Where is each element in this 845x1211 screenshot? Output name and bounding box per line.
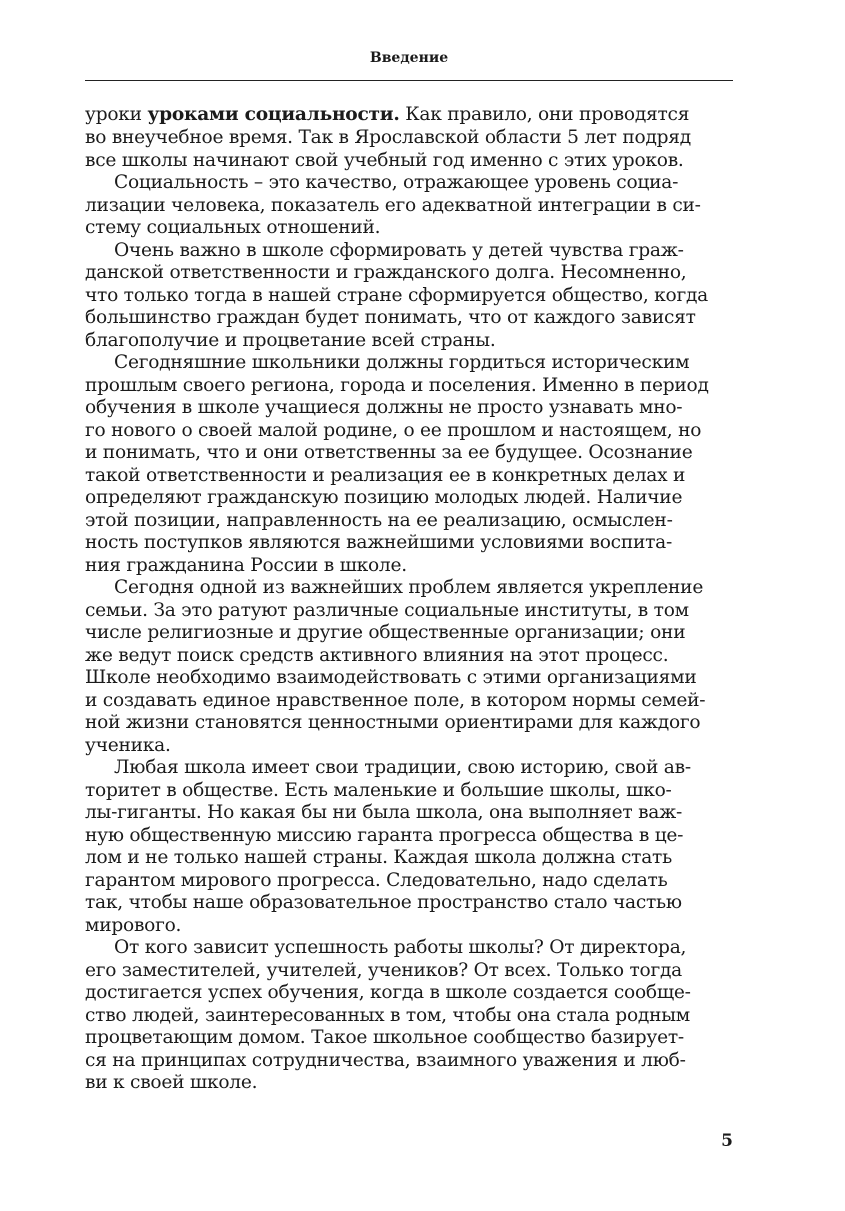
text-line: такой ответственности и реализация ее в конкретных делах и [85, 465, 686, 486]
text-line: гарантом мирового прогресса. Следовательно, надо сделать [85, 870, 668, 891]
text-line: лы-гиганты. Но какая бы ни была школа, она выполняет важ- [85, 802, 683, 823]
text-line: числе религиозные и другие общественные организации; они [85, 622, 686, 643]
text-line: ную общественную миссию гаранта прогресса общества в це- [85, 825, 684, 846]
text-line: достигается успех обучения, когда в школе создается сообще- [85, 982, 691, 1003]
text-line: уроки уроками социальности. Как правило, они проводятся [85, 104, 690, 125]
running-header: Введение [369, 50, 449, 66]
text-line: лом и не только нашей страны. Каждая школа должна стать [85, 847, 672, 868]
text-line: ся на принципах сотрудничества, взаимного уважения и люб- [85, 1050, 686, 1071]
text-line: Школе необходимо взаимодействовать с этими организациями [85, 667, 697, 688]
text-line: торитет в обществе. Есть маленькие и большие школы, шко- [85, 780, 672, 801]
text-line: Сегодняшние школьники должны гордиться историческим [114, 352, 690, 373]
text-line: Сегодня одной из важнейших проблем является укрепление [114, 577, 704, 598]
text-line: стему социальных отношений. [85, 217, 381, 238]
text-line: и понимать, что и они ответственны за ее будущее. Осознание [85, 442, 693, 463]
text-line: обучения в школе учащиеся должны не просто узнавать мно- [85, 397, 683, 418]
text-line: благополучие и процветание всей страны. [85, 330, 496, 351]
text-line: ность поступков являются важнейшими условиями воспита- [85, 532, 673, 553]
text-line: ство людей, заинтересованных в том, чтобы она стала родным [85, 1005, 690, 1026]
text-line: ученика. [85, 735, 171, 756]
text-line: процветающим домом. Такое школьное сообщество базирует- [85, 1027, 684, 1048]
text-line: что только тогда в нашей стране сформируется общество, когда [85, 285, 708, 306]
text-line: прошлым своего региона, города и поселения. Именно в период [85, 375, 709, 396]
text-line: так, чтобы наше образовательное пространство стало частью [85, 892, 682, 913]
text-line: же ведут поиск средств активного влияния на этот процесс. [85, 645, 669, 666]
text-line: го нового о своей малой родине, о ее прошлом и настоящем, но [85, 420, 702, 441]
text-line: большинство граждан будет понимать, что от каждого зависят [85, 307, 696, 328]
text-line: ви к своей школе. [85, 1072, 258, 1093]
text-line: ной жизни становятся ценностными ориентирами для каждого [85, 712, 701, 733]
text-line: семьи. За это ратуют различные социальные институты, в том [85, 600, 689, 621]
text-line: этой позиции, направленность на ее реализацию, осмыслен- [85, 510, 673, 531]
text-line: лизации человека, показатель его адекватной интеграции в си- [85, 195, 701, 216]
header-rule [85, 80, 733, 81]
text-line: определяют гражданскую позицию молодых людей. Наличие [85, 487, 683, 508]
text-line: все школы начинают свой учебный год именно с этих уроков. [85, 150, 684, 171]
text-line: ния гражданина России в школе. [85, 555, 407, 576]
page-number: 5 [721, 1131, 733, 1151]
text-line: Любая школа имеет свои традиции, свою историю, свой ав- [114, 757, 691, 778]
text-line: его заместителей, учителей, учеников? От всех. Только тогда [85, 960, 682, 981]
text-line: Очень важно в школе сформировать у детей чувства граж- [114, 240, 684, 261]
text-line: От кого зависит успешность работы школы? От директора, [114, 937, 687, 958]
text-line: во внеучебное время. Так в Ярославской области 5 лет подряд [85, 127, 691, 148]
text-line: мирового. [85, 915, 182, 936]
text-line: и создавать единое нравственное поле, в котором нормы семей- [85, 690, 706, 711]
text-line: данской ответственности и гражданского долга. Несомненно, [85, 262, 687, 283]
bold-term: уроками социальности. [147, 104, 400, 125]
text-line: Социальность – это качество, отражающее уровень социа- [114, 172, 679, 193]
